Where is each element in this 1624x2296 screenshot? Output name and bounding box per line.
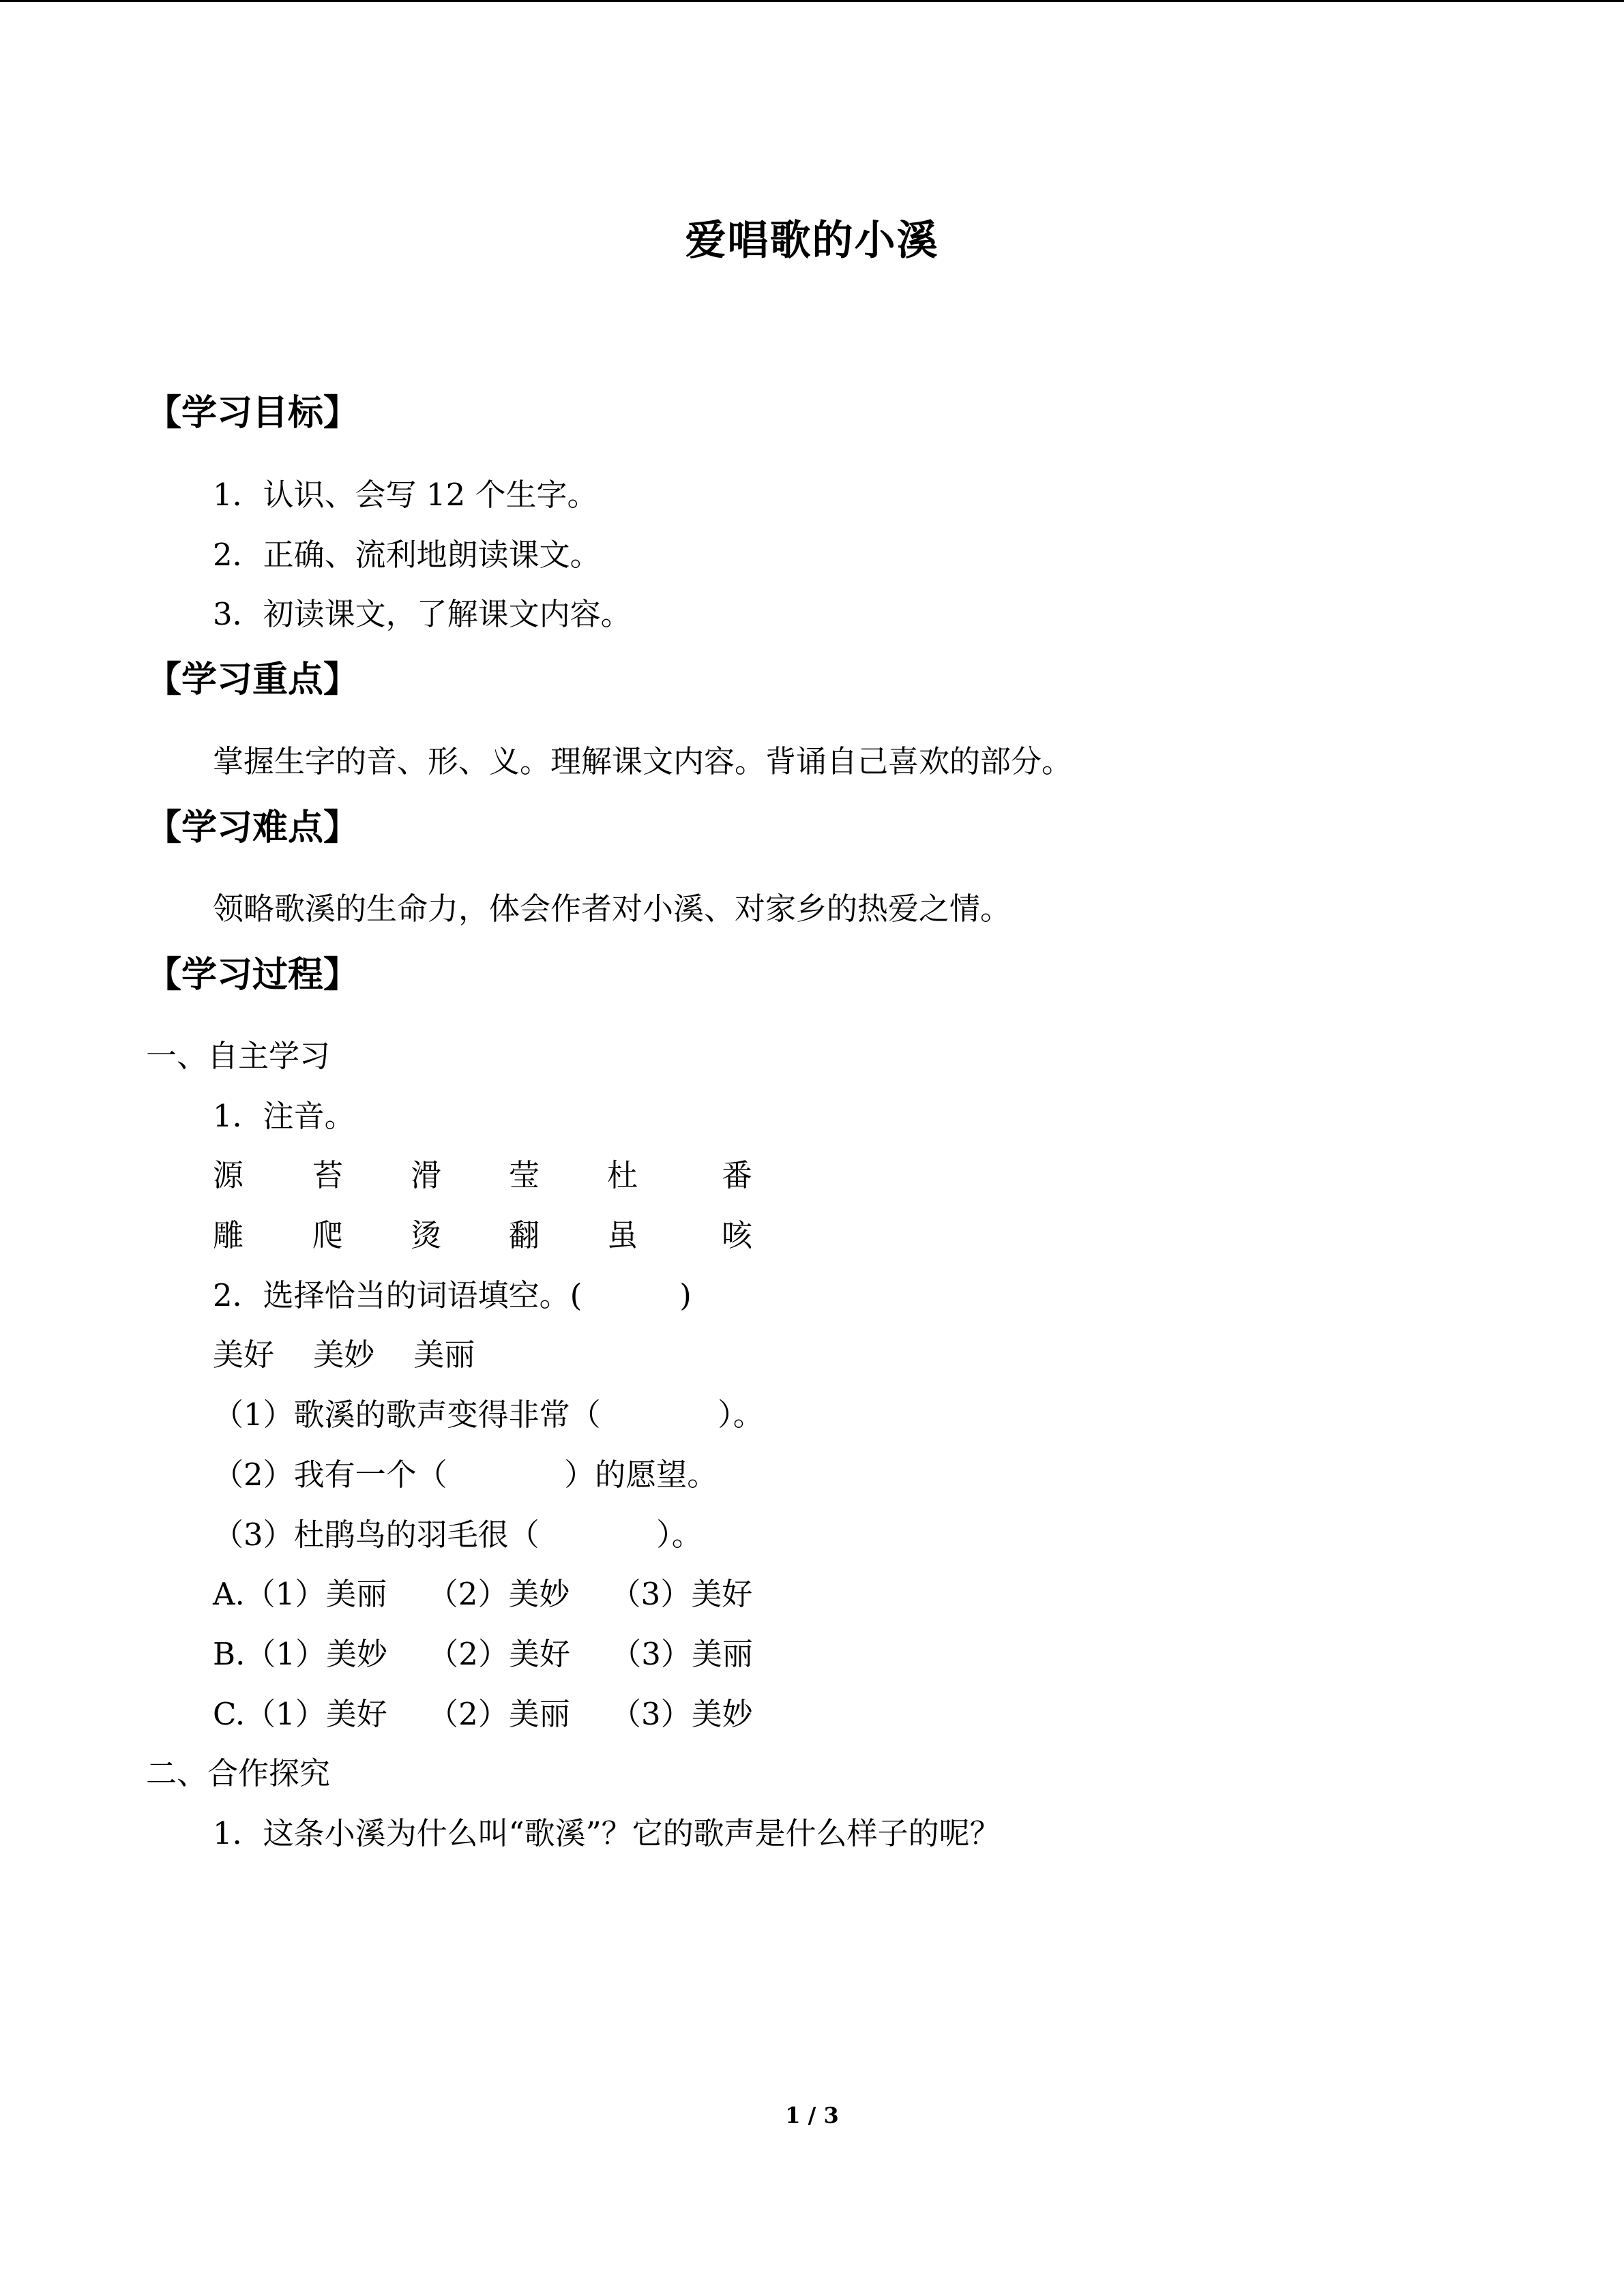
q2-blank-1: （1）歌溪的歌声变得非常（ ）。 (213, 1397, 764, 1433)
char-cell: 烫 (411, 1217, 442, 1253)
char-cell: 爬 (312, 1217, 344, 1253)
char-cell: 源 (213, 1157, 244, 1193)
q2-option-c: C.（1）美好 （2）美丽 （3）美妙 (213, 1696, 753, 1732)
char-cell: 翻 (509, 1217, 540, 1253)
char-cell: 莹 (509, 1157, 540, 1193)
key-points-text: 掌握生字的音、形、义。理解课文内容。背诵自己喜欢的部分。 (213, 743, 1073, 779)
q2-word-choices: 美好 美妙 美丽 (213, 1337, 475, 1373)
heading-key-points: 【学习重点】 (146, 659, 359, 700)
part2-q1: 1．这条小溪为什么叫“歌溪”？它的歌声是什么样子的呢？ (213, 1815, 1001, 1851)
q2-blank-2: （2）我有一个（ ）的愿望。 (213, 1457, 718, 1493)
char-cell: 咳 (722, 1217, 753, 1253)
char-cell: 苔 (312, 1157, 344, 1193)
char-cell: 杜 (607, 1157, 638, 1193)
char-cell: 虽 (607, 1217, 638, 1253)
q2-blank-3: （3）杜鹃鸟的羽毛很（ ）。 (213, 1517, 703, 1553)
q1-title: 1．注音。 (213, 1098, 355, 1134)
q2-option-b: B.（1）美妙 （2）美好 （3）美丽 (213, 1636, 753, 1672)
q2-option-a: A.（1）美丽 （2）美妙 （3）美好 (213, 1576, 753, 1612)
heading-process: 【学习过程】 (146, 954, 359, 996)
objective-item-1: 1．认识、会写 12 个生字。 (213, 477, 598, 513)
objective-item-3: 3．初读课文，了解课文内容。 (213, 596, 632, 632)
pinyin-char-row-1 (213, 1152, 827, 1199)
part1-title: 一、自主学习 (146, 1038, 331, 1074)
heading-objectives: 【学习目标】 (146, 392, 359, 434)
page-number: 1 / 3 (785, 2102, 839, 2128)
part2-title: 二、合作探究 (146, 1755, 331, 1791)
char-cell: 滑 (411, 1157, 442, 1193)
q2-title: 2．选择恰当的词语填空。( ) (213, 1277, 692, 1313)
char-cell: 雕 (213, 1217, 244, 1253)
difficulties-text: 领略歌溪的生命力，体会作者对小溪、对家乡的热爱之情。 (213, 891, 1012, 927)
char-cell: 番 (722, 1157, 753, 1193)
objective-item-2: 2．正确、流利地朗读课文。 (213, 537, 601, 573)
page-top-border (0, 0, 1624, 2)
page-title: 爱唱歌的小溪 (685, 217, 939, 265)
heading-difficulties: 【学习难点】 (146, 807, 359, 848)
pinyin-char-row-2 (213, 1212, 827, 1259)
